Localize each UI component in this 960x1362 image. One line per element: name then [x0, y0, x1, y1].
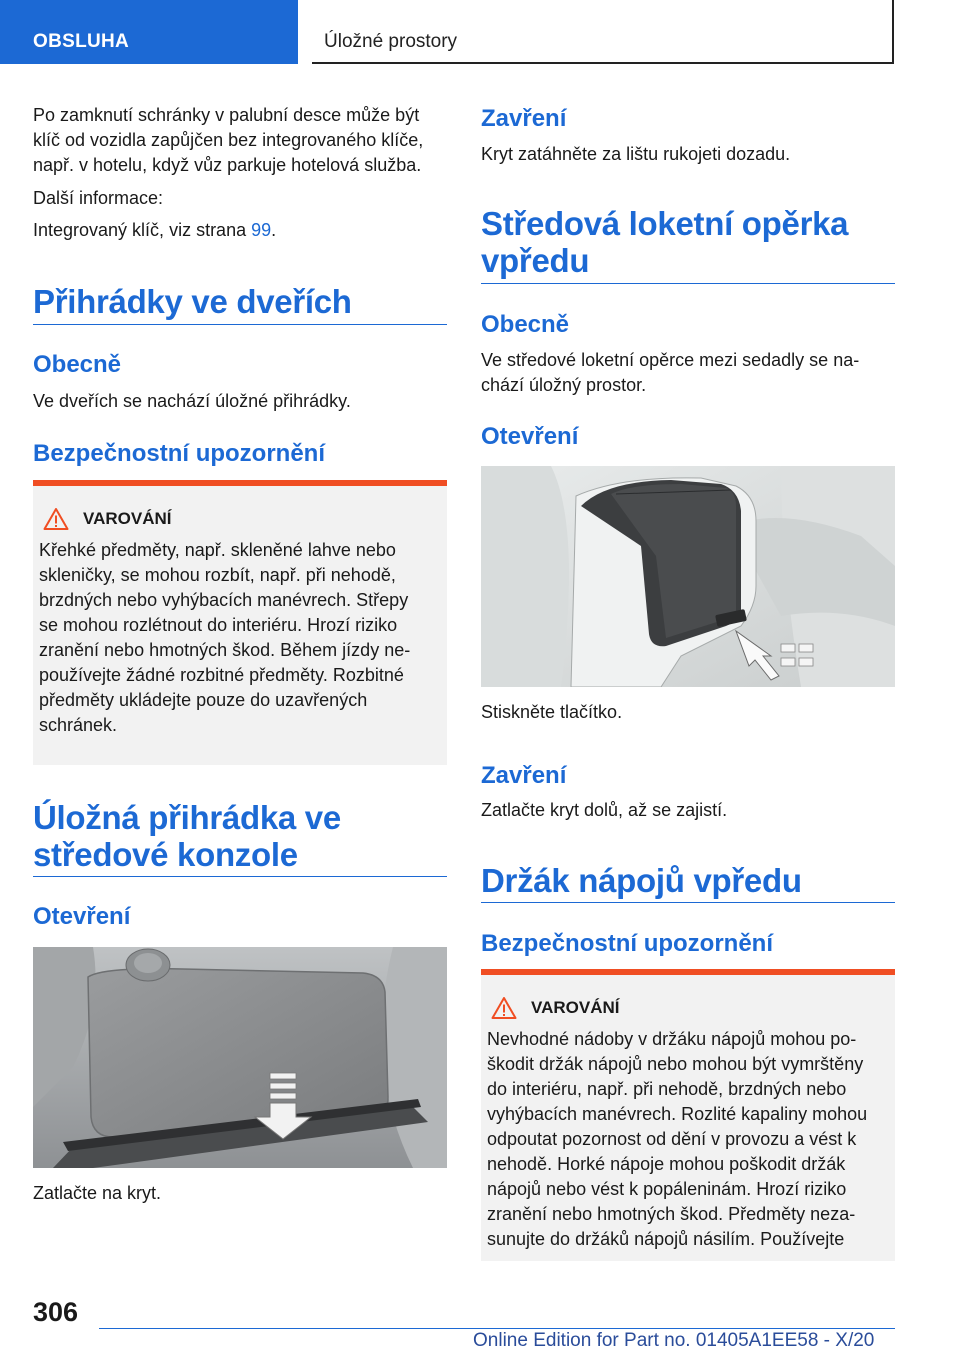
- heading-cup-holder: Držák nápojů vpředu: [481, 862, 802, 899]
- cross-reference: [33, 218, 447, 243]
- image-caption: Zatlačte na kryt.: [33, 1183, 162, 1203]
- text-line: Nevhodné nádoby v držáku nápojů mohou po-: [487, 1029, 857, 1049]
- armrest-image: [481, 466, 895, 687]
- text-line: schránek.: [39, 715, 118, 735]
- text-line: skleničky, se mohou rozbít, např. při nehodě,: [39, 565, 396, 585]
- text-line: předměty ukládejte pouze do uzavřených: [39, 690, 368, 710]
- heading-rule: [481, 283, 895, 284]
- warning-text: [487, 1027, 889, 1252]
- warning-header: [43, 506, 171, 532]
- heading-line: vpředu: [481, 242, 590, 279]
- closing-paragraph: Kryt zatáhněte za lištu rukojeti dozadu.: [481, 144, 791, 164]
- text-line: používejte žádné rozbitné předměty. Rozbitné: [39, 665, 404, 685]
- reference-text: Integrovaný klíč, viz strana: [33, 220, 252, 240]
- text-line: nehodě. Horké nápoje mohou poškodit držák: [487, 1154, 846, 1174]
- text-line: se mohou rozlétnout do interiéru. Hrozí riziko: [39, 615, 398, 635]
- text-line: chází úložný prostor.: [481, 375, 647, 395]
- heading-closing: Zavření: [481, 762, 567, 789]
- heading-line: Středová loketní opěrka: [481, 205, 849, 242]
- text-line: škodit držák nápojů nebo mohou být vymrštěny: [487, 1054, 864, 1074]
- intro-paragraph: [33, 103, 447, 178]
- chapter-title: Úložné prostory: [324, 31, 458, 52]
- heading-general: Obecně: [481, 311, 570, 338]
- text-line: zranění nebo hmotných škod. Předměty neza-: [487, 1204, 856, 1224]
- warning-header: [491, 995, 619, 1021]
- text-line: odpoutat pozornost od dění v provozu a vést k: [487, 1129, 857, 1149]
- heading-door-compartments: Přihrádky ve dveřích: [33, 283, 352, 320]
- warning-title: VAROVÁNÍ: [531, 998, 620, 1017]
- warning-icon: [491, 996, 517, 1020]
- text-line: klíč od vozidla zapůjčen bez integrovaného klíče,: [33, 130, 424, 150]
- chapter-header: [312, 0, 894, 64]
- text-line: nápojů nebo vést k popáleninám. Hrozí riziko: [487, 1179, 847, 1199]
- heading-rule: [33, 324, 447, 325]
- footer-rule: [99, 1328, 895, 1329]
- page-number: 306: [33, 1297, 79, 1327]
- heading-line: Úložná přihrádka ve: [33, 799, 341, 836]
- heading-safety-notes: Bezpečnostní upozornění: [481, 930, 774, 957]
- heading-safety-notes: Bezpečnostní upozornění: [33, 440, 326, 467]
- text-line: do interiéru, např. při nehodě, brzdných nebo: [487, 1079, 847, 1099]
- text-line: vyhýbacích manévrech. Rozlité kapaliny mohou: [487, 1104, 868, 1124]
- doors-paragraph: Ve dveřích se nachází úložné přihrádky.: [33, 391, 351, 411]
- heading-center-console: [33, 799, 447, 873]
- text-line: brzdných nebo vyhýbacích manévrech. Střepy: [39, 590, 409, 610]
- heading-rule: [33, 876, 447, 877]
- image-caption: Stiskněte tlačítko.: [481, 702, 623, 722]
- heading-general: Obecně: [33, 351, 122, 378]
- warning-icon: [43, 507, 69, 531]
- page-link[interactable]: 99: [251, 220, 272, 240]
- text-line: Po zamknutí schránky v palubní desce může být: [33, 105, 420, 125]
- warning-text: [39, 538, 441, 738]
- text-line: Ve středové loketní opěrce mezi sedadly se na-: [481, 350, 860, 370]
- text-line: sunujte do držáků nápojů násilím. Používejte: [487, 1229, 845, 1249]
- heading-line: středové konzole: [33, 836, 298, 873]
- warning-title: VAROVÁNÍ: [83, 509, 172, 528]
- heading-opening: Otevření: [33, 903, 131, 930]
- edition-footer: Online Edition for Part no. 01405A1EE58 - X/20: [473, 1330, 875, 1351]
- heading-opening: Otevření: [481, 423, 579, 450]
- section-tab: [0, 0, 298, 64]
- text-line: např. v hotelu, když vůz parkuje hotelová služba.: [33, 155, 422, 175]
- section-title: OBSLUHA: [33, 31, 130, 52]
- warning-box: [33, 480, 447, 765]
- warning-box: [481, 969, 895, 1261]
- text-line: Křehké předměty, např. skleněné lahve nebo: [39, 540, 396, 560]
- closing-paragraph: Zatlačte kryt dolů, až se zajistí.: [481, 800, 728, 820]
- heading-closing: Zavření: [481, 105, 567, 132]
- heading-rule: [481, 902, 895, 903]
- console-compartment-image: [33, 947, 447, 1168]
- armrest-paragraph: [481, 348, 895, 398]
- more-info-label: Další informace:: [33, 188, 164, 208]
- reference-end: .: [271, 220, 277, 240]
- text-line: zranění nebo hmotných škod. Během jízdy ne-: [39, 640, 411, 660]
- heading-armrest: [481, 205, 895, 279]
